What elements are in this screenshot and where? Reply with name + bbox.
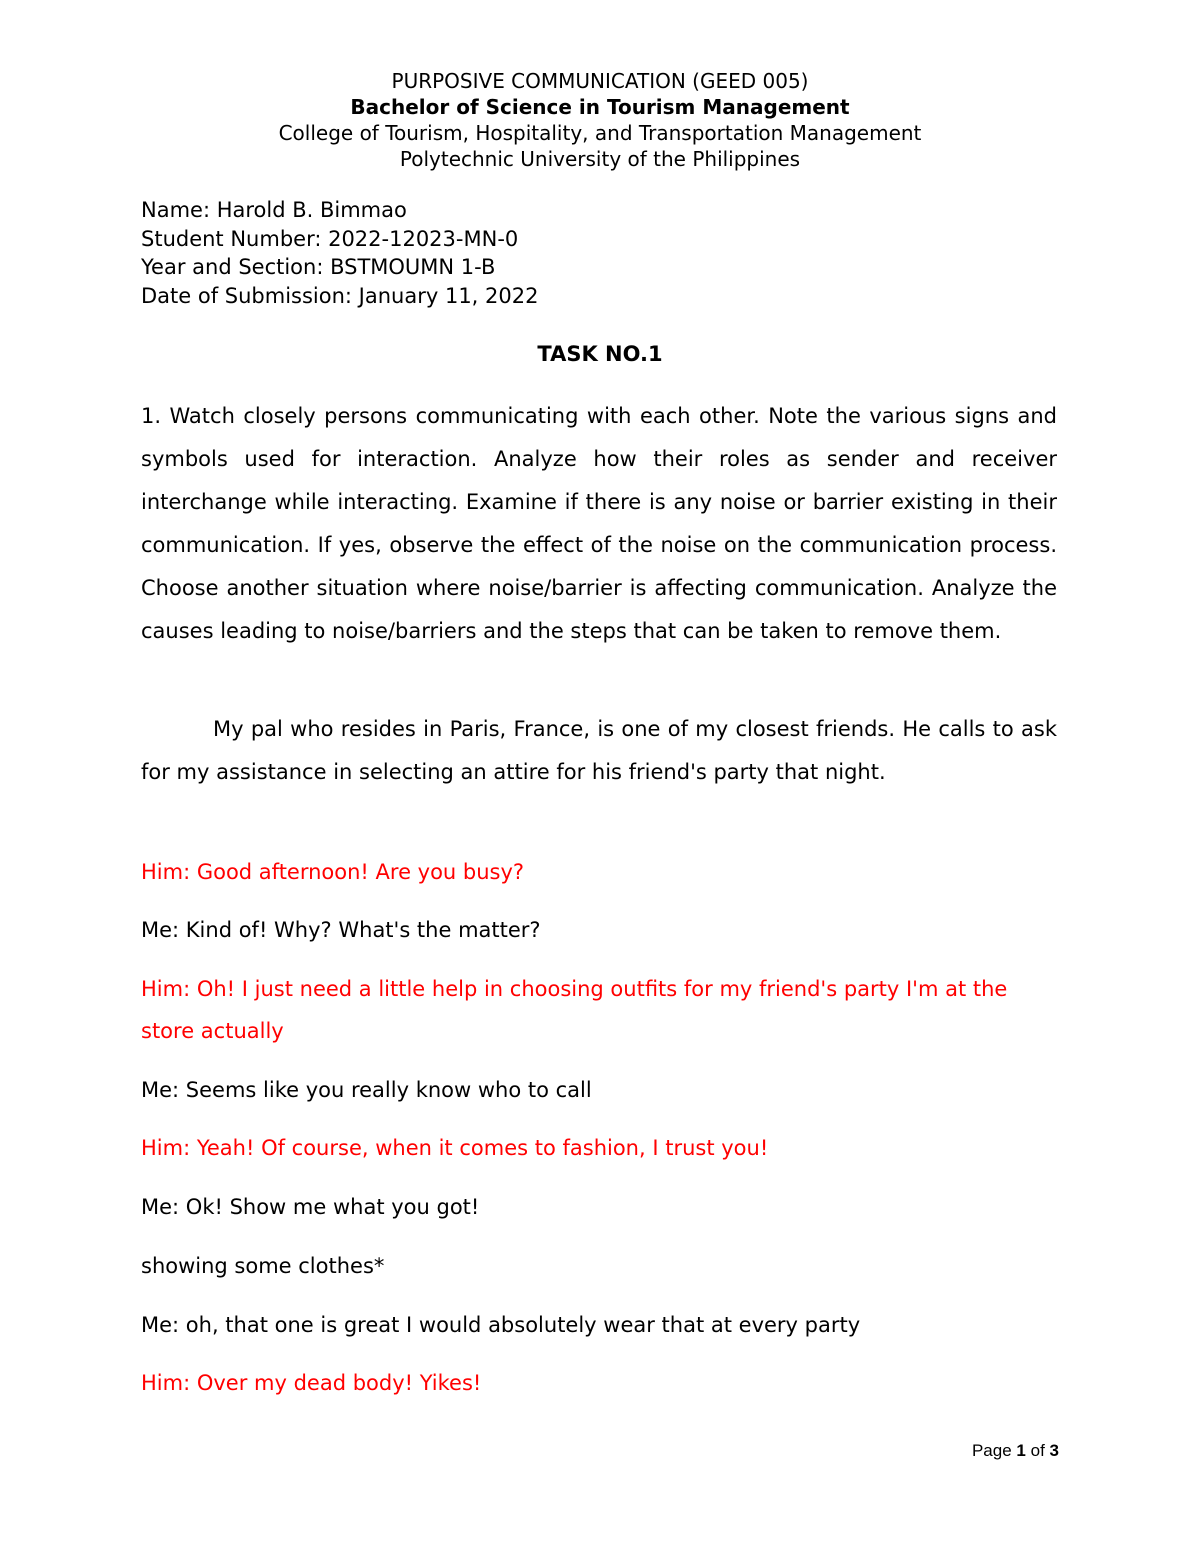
narrative-paragraph: My pal who resides in Paris, France, is one of my closest friends. He calls to ask for my assistance in selecting an attire for his friend's party that night. — [141, 717, 1057, 784]
task-title: TASK NO.1 — [537, 342, 663, 366]
dialog-line-him: Him: Oh! I just need a little help in choosing outfits for my friend's party I'm at the store actually — [141, 977, 1008, 1043]
total-pages: 3 — [1049, 1441, 1059, 1460]
dialog-line-me: Me: Ok! Show me what you got! — [141, 1195, 480, 1219]
dialog-line-him: Him: Good afternoon! Are you busy? — [141, 860, 525, 884]
student-name: Name: Harold B. Bimmao — [141, 198, 407, 222]
task-instruction: 1. Watch closely persons communicating with each other. Note the various signs and symbols used for interaction. Analyze how their roles as sender and receiver interchange while interacting. Examine if there is any noise or barrier existing in their communication. If yes, observe the effect of the noise on the communication process. Choose another situation where noise/barrier is affecting communication. Analyze the causes leading to noise/barriers and the steps that can be taken to remove them. — [141, 404, 1057, 643]
submission-date: Date of Submission: January 11, 2022 — [141, 284, 539, 308]
page-number-footer — [972, 1439, 1059, 1463]
page-word: Page — [971, 1441, 1012, 1460]
dialog-line-him: Him: Yeah! Of course, when it comes to fashion, I trust you! — [141, 1136, 769, 1160]
dialog-line-me: Me: Seems like you really know who to call — [141, 1078, 592, 1102]
university-title: Polytechnic University of the Philippines — [399, 147, 801, 171]
of-word: of — [1030, 1441, 1045, 1460]
dialog-line-me: Me: Kind of! Why? What's the matter? — [141, 918, 541, 942]
college-title: College of Tourism, Hospitality, and Transportation Management — [278, 121, 922, 145]
program-title: Bachelor of Science in Tourism Management — [350, 95, 850, 119]
year-section: Year and Section: BSTMOUMN 1-B — [141, 255, 496, 279]
dialog-line-me: Me: oh, that one is great I would absolutely wear that at every party — [141, 1313, 861, 1337]
student-number: Student Number: 2022-12023-MN-0 — [141, 227, 519, 251]
dialog-action: showing some clothes* — [141, 1254, 385, 1278]
course-title: PURPOSIVE COMMUNICATION (GEED 005) — [391, 69, 809, 93]
current-page: 1 — [1016, 1441, 1026, 1460]
dialog-line-him: Him: Over my dead body! Yikes! — [141, 1371, 482, 1395]
